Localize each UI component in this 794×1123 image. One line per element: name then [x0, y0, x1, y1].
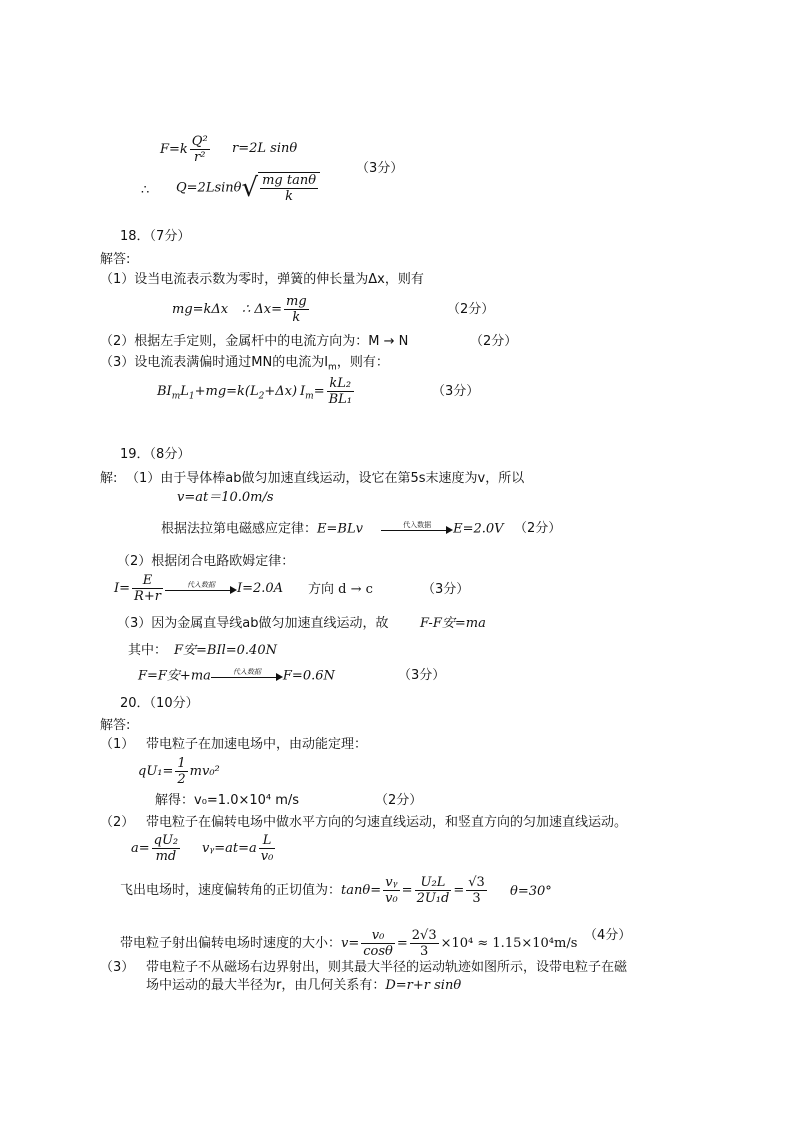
q20-velocity-line: 带电粒子射出偏转电场时速度的大小：v= $\frac{\text{v₀}}{\cos\theta}$ = $\frac{2√3}{3}$ ×10⁴ ≈ 1.15×10⁴m/s — [120, 928, 578, 959]
q19-eq-v: v=at＝10.0m/s — [177, 490, 274, 505]
q20-theta: θ=30° — [510, 884, 552, 899]
q20-p2-score: （4分） — [584, 928, 632, 943]
q19-p3-score: （3分） — [398, 668, 446, 683]
q18-eq2: ∴ Δx= $\frac{mg}{k}$ — [242, 294, 307, 325]
q18-header: 18．（7分） — [120, 229, 191, 244]
q20-part3-line1: 带电粒子不从磁场右边界射出，则其最大半径的运动轨迹如图所示，设带电粒子在磁 — [146, 960, 628, 975]
q19-direction: 方向 d → c — [308, 582, 373, 597]
q18-p1-score: （2分） — [447, 302, 495, 317]
q20-tan-line: 飞出电场时，速度偏转角的正切值为：tanθ= $\frac{\text{vᵧ}}{\text{v₀}}$ = $\frac{\text{U₂L}}{\text{2U₁d}}$ = $\frac{√3}{3}$ — [120, 875, 485, 906]
q19-p1-score: （2分） — [514, 521, 562, 536]
q20-eq-vy: vᵧ=at=a $\frac{L}{\text{v₀}}$ — [202, 833, 274, 864]
q19-p2-score: （3分） — [422, 582, 470, 597]
q18-eq4: $I_m=$ $\frac{\text{kL₂}}{\text{BL₁}}$ — [300, 376, 352, 407]
q20-part2: 带电粒子在偏转电场中做水平方向的匀速直线运动，和竖直方向的匀加速直线运动。 — [146, 815, 628, 830]
q17-eq3-left: Q=2Lsinθ — [176, 180, 242, 196]
q19-part3: （3）因为金属直导线ab做匀加速直线运动，故 — [117, 616, 389, 631]
q18-p3-score: （3分） — [432, 384, 480, 399]
q20-solve: 解得：v₀=1.0×10⁴ m/s — [155, 793, 300, 808]
q17-eq-q — [176, 172, 320, 204]
q18-part2: （2）根据左手定则，金属杆中的电流方向为：M → N — [100, 334, 409, 349]
q19-eq-newton: F-F安=ma — [420, 616, 486, 631]
q17-eq1-frac: $\frac{\text{Q²}}{\text{r²}}$ — [191, 134, 208, 165]
q20-header: 20．（10分） — [120, 696, 199, 711]
q17-sqrt: √ $\frac{\text{mg tanθ}}{k}$ — [241, 172, 320, 204]
q18-p2-score: （2分） — [470, 334, 518, 349]
q18-eq1: mg=kΔx — [172, 302, 229, 317]
q20-p1-score: （2分） — [375, 793, 423, 808]
q19-header: 19．（8分） — [120, 447, 191, 462]
q19-where: 其中： — [128, 643, 168, 658]
q17-score: （3分） — [356, 161, 404, 176]
q17-eq1-left: F=k — [160, 142, 188, 157]
q18-answer-label: 解答: — [100, 252, 131, 267]
q20-part1: 带电粒子在加速电场中，由动能定理： — [146, 737, 368, 752]
q18-part1: （1）设当电流表示数为零时，弹簧的伸长量为Δx，则有 — [100, 272, 424, 287]
q19-part1: （1）由于导体棒ab做匀加速直线运动，设它在第5s末速度为v，所以 — [126, 471, 525, 486]
q18-part3: （3）设电流表满偏时通过MN的电流为$I_m$，则有： — [100, 355, 389, 373]
q19-label: 解: — [100, 471, 118, 486]
q20-part3-line2: 场中运动的最大半径为r，由几何关系有：D=r+r sinθ — [146, 978, 462, 993]
q19-law-line: 根据法拉第电磁感应定律：E=BLv 代入数据 E=2.0V — [161, 521, 504, 537]
q20-p2-num: （2） — [100, 815, 135, 830]
q18-eq3: $BI_mL_1+mg=k(L_2+\Delta x)$ — [157, 384, 298, 402]
q20-p3-num: （3） — [100, 960, 135, 975]
arrow-substitute: 代入数据 — [165, 581, 237, 597]
q17-eq-r: r=2L sinθ — [232, 141, 298, 156]
q19-ohm: I= $\frac{E}{R+r}$ 代入数据 I=2.0A — [114, 573, 284, 604]
q19-part2: （2）根据闭合电路欧姆定律： — [117, 554, 295, 569]
q19-eq-force: F=F安+ma 代入数据 F=0.6N — [138, 668, 335, 684]
arrow-substitute: 代入数据 — [211, 668, 283, 684]
q19-eq-ampere: F安=BIl=0.40N — [174, 643, 277, 658]
q20-eq-accel: a= $\frac{\text{qU₂}}{md}$ — [131, 833, 179, 864]
q20-eq-energy: qU₁= $\frac{1}{2}$ mv₀² — [138, 756, 220, 787]
q20-answer-label: 解答: — [100, 718, 131, 733]
q17-therefore: ∴ — [141, 183, 150, 198]
q17-eq-coulomb — [160, 134, 212, 165]
q20-p1-num: （1） — [100, 737, 135, 752]
arrow-substitute: 代入数据 — [381, 521, 453, 537]
